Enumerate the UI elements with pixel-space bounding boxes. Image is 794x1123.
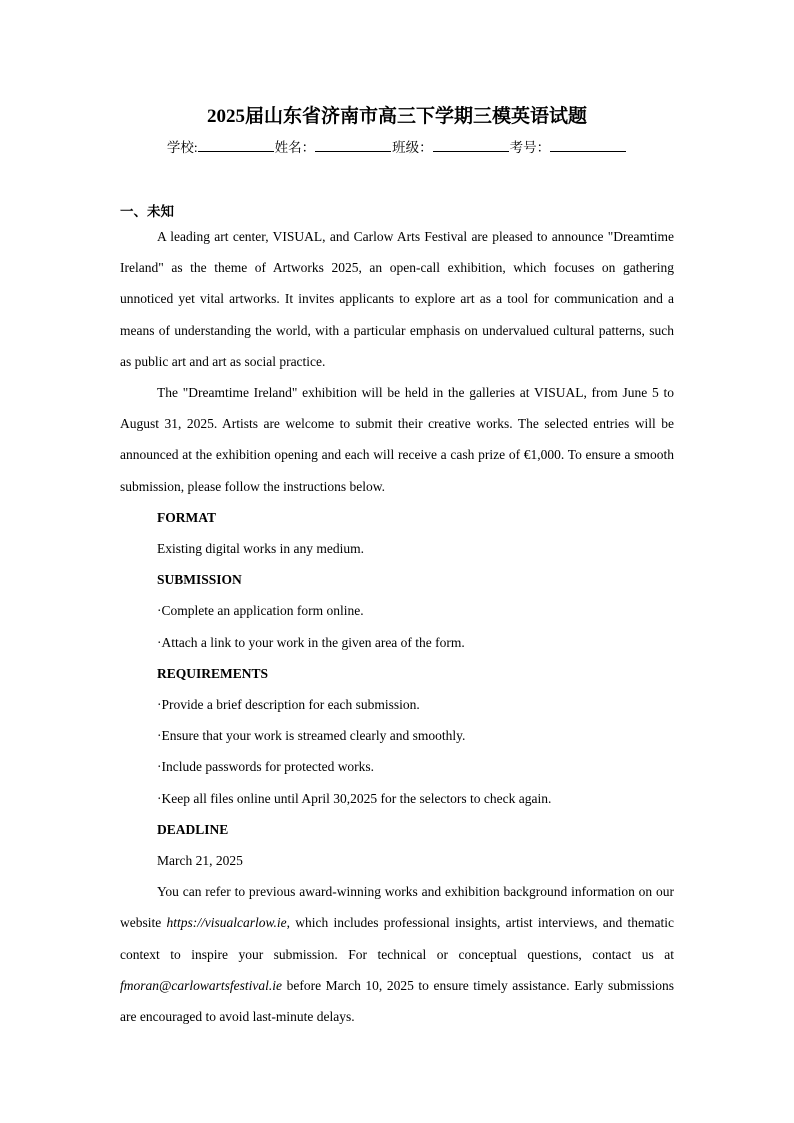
deadline-heading: DEADLINE [157,821,229,837]
exam-no-blank [550,137,626,152]
paragraph-intro: A leading art center, VISUAL, and Carlow Arts Festival are pleased to announce "Dreamtime Ireland" as the theme of Artworks 2025, an open-call exhibition, which focuses on gathering unnoticed yet vital artworks. It invites applicants to explore art as a tool for communication and a means of understanding the world, with a particular emphasis on undervalued cultural patterns, such as public art and art as social practice. [120,229,674,369]
format-text: Existing digital works in any medium. [157,541,364,557]
name-label: 姓名： [274,140,316,155]
paragraph-contact [120,876,674,1032]
name-blank [315,137,391,152]
submission-item: ·Attach a link to your work in the given area of the form. [157,634,465,650]
email-link[interactable]: fmoran@carlowartsfestival.ie [120,977,283,993]
class-blank [433,137,509,152]
requirements-item: ·Provide a brief description for each submission. [157,697,420,713]
submission-heading: SUBMISSION [157,572,242,588]
requirements-heading: REQUIREMENTS [157,665,269,681]
contact-text-part1: You can refer to previous award-winning works and exhibition background information on our website [120,884,674,931]
student-info-row [0,137,794,158]
contact-text-part2: , which includes professional insights, artist interviews, and thematic context to inspire your submission. For technical or conceptual questions, contact us at [120,915,674,962]
requirements-item: ·Ensure that your work is streamed clearly and smoothly. [157,728,466,744]
class-label: 班级： [392,140,433,155]
section-heading: 一、未知 [120,204,174,219]
paragraph-exhibition: The "Dreamtime Ireland" exhibition will be held in the galleries at VISUAL, from June 5 to August 31, 2025. Artists are welcome to submit their creative works. The selected entries will be announced at the exhibition opening and each will receive a cash prize of €1,000. To ensure a smooth submission, please follow the instructions below. [120,385,674,494]
requirements-item: ·Include passwords for protected works. [157,759,375,775]
submission-item: ·Complete an application form online. [157,603,364,619]
exam-no-label: 考号： [509,140,551,155]
format-heading: FORMAT [157,509,216,525]
deadline-text: March 21, 2025 [157,853,243,869]
page-title: 2025届山东省济南市高三下学期三模英语试题 [206,106,587,127]
passage-body [120,221,674,1032]
school-blank [198,137,274,152]
requirements-item: ·Keep all files online until April 30,2025 for the selectors to check again. [157,790,552,806]
contact-text-part3: before March 10, 2025 to ensure timely assistance. Early submissions are encouraged to avoid last-minute delays. [120,977,674,1025]
website-link[interactable]: https://visualcarlow.ie [166,915,287,931]
school-label: 学校: [166,140,198,155]
